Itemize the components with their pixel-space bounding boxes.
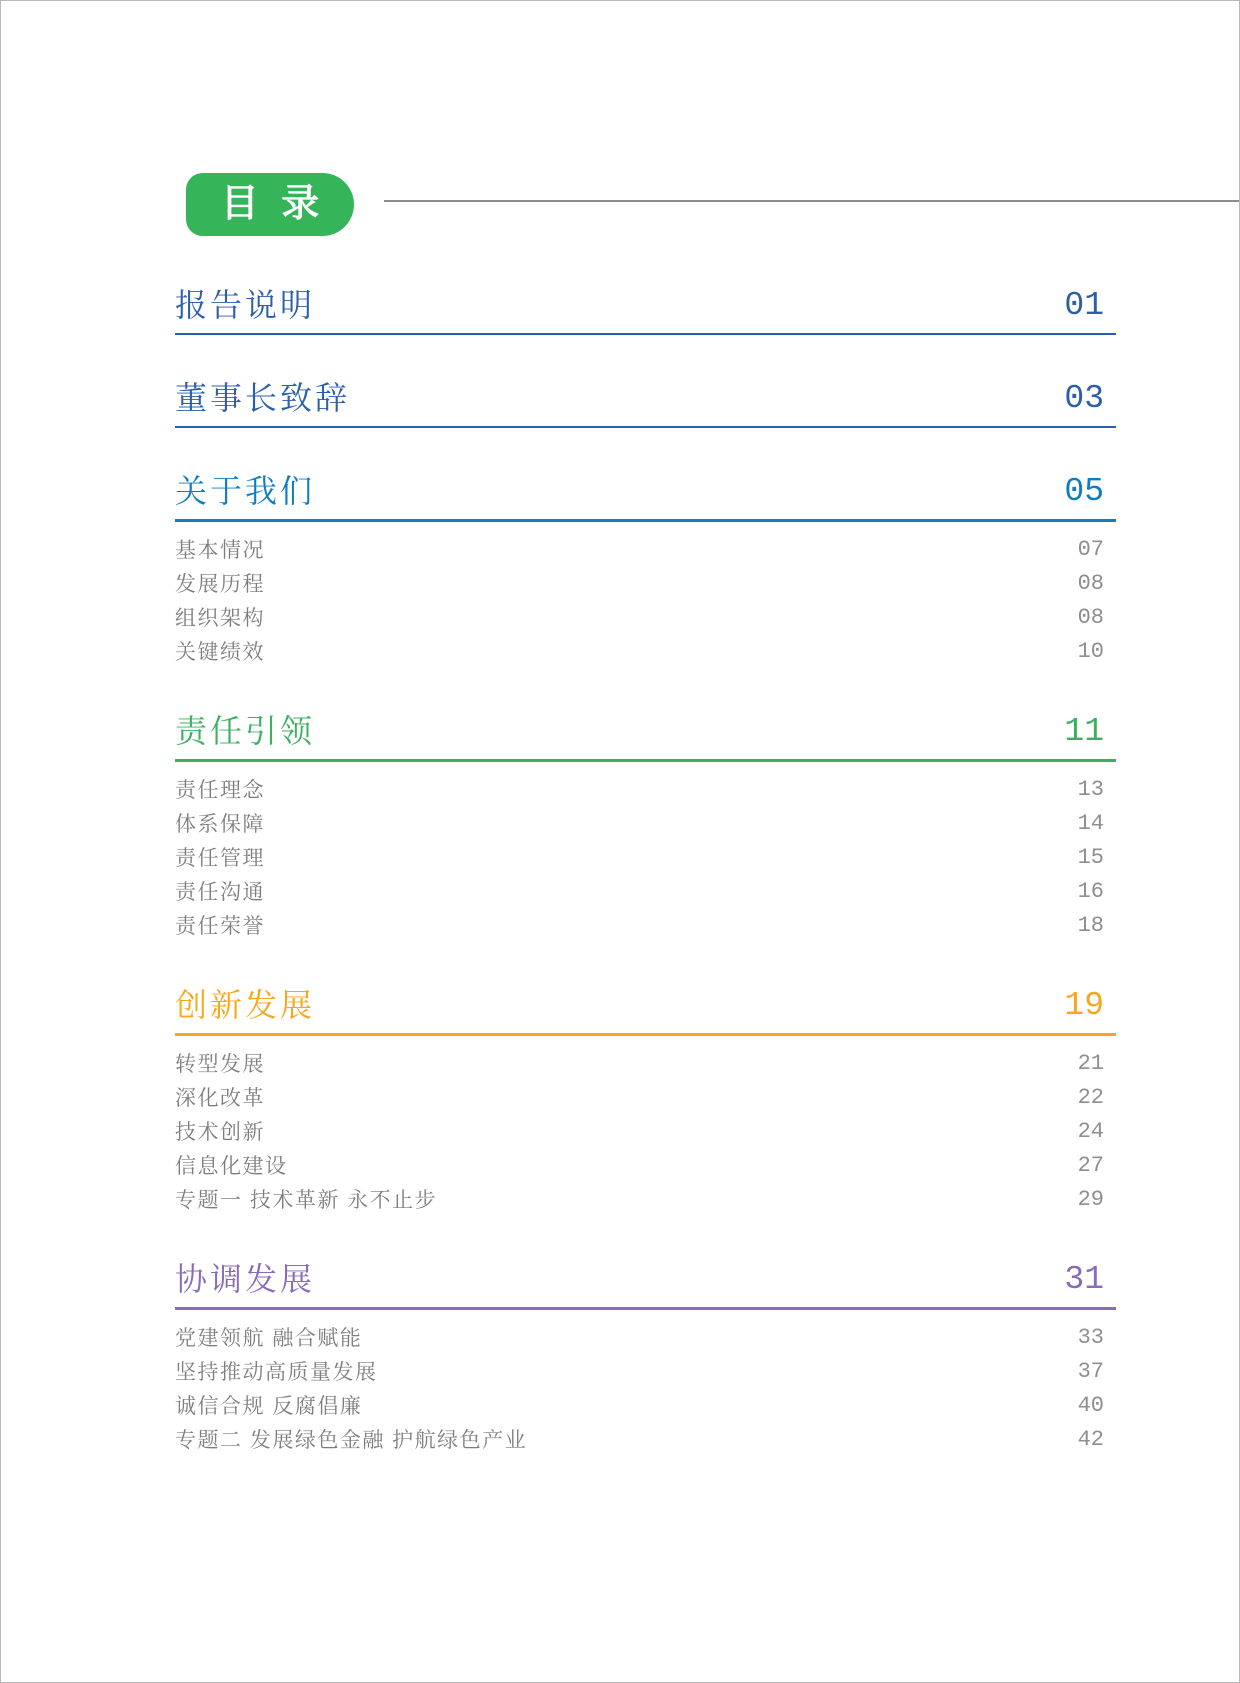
item-label: 深化改革 (175, 1087, 265, 1110)
toc-section-entry[interactable] (175, 986, 1116, 1036)
item-page-number: 40 (1077, 1392, 1104, 1418)
section-page-number: 03 (1064, 380, 1104, 417)
toc-item-entry[interactable] (175, 1046, 1116, 1080)
item-page-number: 24 (1077, 1118, 1104, 1144)
toc-item-entry[interactable] (175, 772, 1116, 806)
section-page-number: 31 (1064, 1261, 1104, 1298)
section-title: 董事长致辞 (175, 380, 351, 416)
page-header (1, 1, 1239, 241)
item-page-number: 14 (1077, 810, 1104, 836)
item-label: 诚信合规 反腐倡廉 (175, 1395, 363, 1418)
item-label: 责任荣誉 (175, 915, 265, 938)
item-label: 党建领航 融合赋能 (175, 1327, 363, 1350)
toc-badge (186, 173, 354, 236)
toc-item-entry[interactable] (175, 566, 1116, 600)
item-label: 专题一 技术革新 永不止步 (175, 1189, 438, 1212)
item-label: 组织架构 (175, 607, 265, 630)
toc-section (175, 472, 1116, 668)
toc-item-entry[interactable] (175, 634, 1116, 668)
toc-badge-label: 目 录 (220, 183, 326, 225)
item-page-number: 15 (1077, 844, 1104, 870)
item-page-number: 08 (1077, 570, 1104, 596)
toc-item-entry[interactable] (175, 908, 1116, 942)
section-items (175, 1046, 1116, 1216)
section-title: 协调发展 (175, 1261, 316, 1297)
item-page-number: 18 (1077, 912, 1104, 938)
item-page-number: 08 (1077, 604, 1104, 630)
toc-section (175, 1260, 1116, 1456)
item-label: 发展历程 (175, 573, 265, 596)
toc-item-entry[interactable] (175, 806, 1116, 840)
item-label: 坚持推动高质量发展 (175, 1361, 378, 1384)
toc-item-entry[interactable] (175, 1148, 1116, 1182)
toc-item-entry[interactable] (175, 840, 1116, 874)
item-page-number: 29 (1077, 1186, 1104, 1212)
section-items (175, 772, 1116, 942)
toc-section (175, 986, 1116, 1216)
item-page-number: 16 (1077, 878, 1104, 904)
item-label: 体系保障 (175, 813, 265, 836)
item-page-number: 13 (1077, 776, 1104, 802)
item-label: 基本情况 (175, 539, 265, 562)
toc-section-entry[interactable] (175, 286, 1116, 335)
section-page-number: 19 (1064, 987, 1104, 1024)
item-page-number: 42 (1077, 1426, 1104, 1452)
item-label: 责任沟通 (175, 881, 265, 904)
section-title: 创新发展 (175, 987, 316, 1023)
toc-item-entry[interactable] (175, 1320, 1116, 1354)
item-page-number: 10 (1077, 638, 1104, 664)
toc-item-entry[interactable] (175, 600, 1116, 634)
section-page-number: 11 (1064, 713, 1104, 750)
item-page-number: 33 (1077, 1324, 1104, 1350)
item-page-number: 27 (1077, 1152, 1104, 1178)
toc-item-entry[interactable] (175, 1080, 1116, 1114)
toc-section-entry[interactable] (175, 472, 1116, 522)
toc-item-entry[interactable] (175, 1388, 1116, 1422)
item-page-number: 22 (1077, 1084, 1104, 1110)
toc-section-entry[interactable] (175, 379, 1116, 428)
toc-section (175, 379, 1116, 428)
toc-item-entry[interactable] (175, 1422, 1116, 1456)
section-title: 责任引领 (175, 713, 316, 749)
toc-section (175, 712, 1116, 942)
item-label: 专题二 发展绿色金融 护航绿色产业 (175, 1429, 528, 1452)
toc-item-entry[interactable] (175, 1354, 1116, 1388)
toc-item-entry[interactable] (175, 1182, 1116, 1216)
section-page-number: 05 (1064, 473, 1104, 510)
section-title: 关于我们 (175, 473, 316, 509)
toc-section (175, 286, 1116, 335)
item-label: 关键绩效 (175, 641, 265, 664)
section-items (175, 1320, 1116, 1456)
toc-list (175, 286, 1116, 1500)
section-items (175, 532, 1116, 668)
item-label: 责任理念 (175, 779, 265, 802)
section-page-number: 01 (1064, 287, 1104, 324)
toc-item-entry[interactable] (175, 874, 1116, 908)
toc-section-entry[interactable] (175, 712, 1116, 762)
item-page-number: 37 (1077, 1358, 1104, 1384)
item-label: 责任管理 (175, 847, 265, 870)
item-label: 技术创新 (175, 1121, 265, 1144)
toc-item-entry[interactable] (175, 1114, 1116, 1148)
header-divider-line (384, 200, 1239, 202)
item-page-number: 21 (1077, 1050, 1104, 1076)
section-title: 报告说明 (175, 287, 316, 323)
toc-section-entry[interactable] (175, 1260, 1116, 1310)
item-page-number: 07 (1077, 536, 1104, 562)
item-label: 信息化建设 (175, 1155, 288, 1178)
item-label: 转型发展 (175, 1053, 265, 1076)
toc-item-entry[interactable] (175, 532, 1116, 566)
